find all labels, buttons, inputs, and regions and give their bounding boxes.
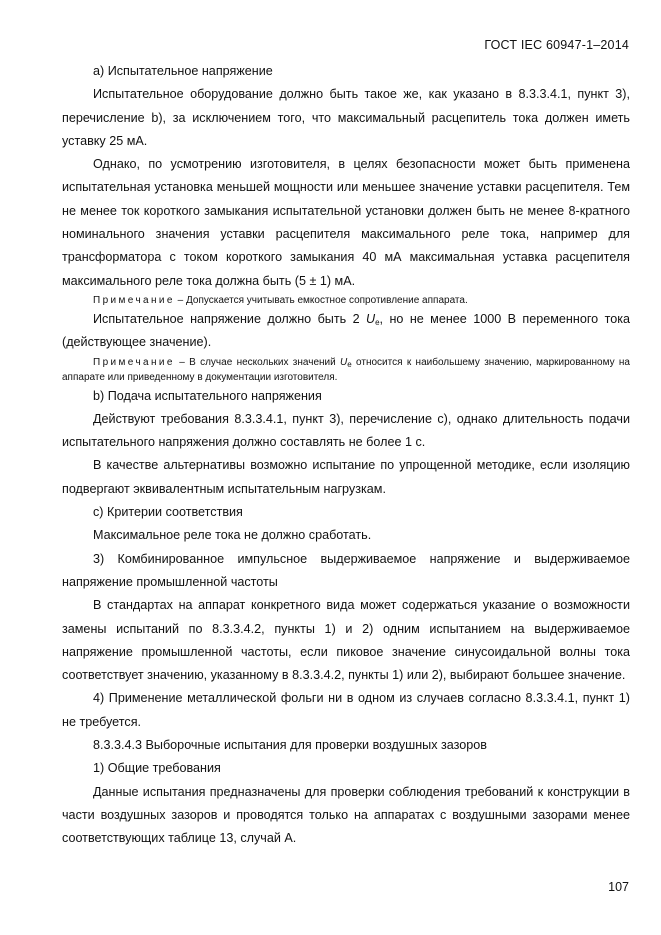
page-number: 107 [608,880,629,894]
note-multiple-values [62,355,630,385]
symbol-subscript: e [347,359,352,369]
paragraph-compliance-criteria-heading: с) Критерии соответствия [93,505,243,520]
paragraph-alternative-test: В качестве альтернативы возможно испытание по упрощенной методике, если изоляцию подвергают эквивалентным испытательным нагрузкам. [62,458,630,496]
symbol-subscript: e [375,317,380,327]
note-label: Примечание [93,294,175,306]
note-label: Примечание [93,356,175,368]
section-heading-8-3-3-4-3: 8.3.3.4.3 Выборочные испытания для проверки воздушных зазоров [93,738,488,753]
text-fragment: , но не менее 1000 В переменного тока (действующее значение). [62,311,630,350]
note-text: – В случае нескольких значений [174,356,341,368]
note-capacitive-resistance [62,293,630,308]
note-text: относится к наибольшему значению, маркированному на аппарате или приведенному в документации изготовителя. [62,356,630,383]
paragraph-relay-no-trip: Максимальное реле тока не должно сработать. [93,528,372,543]
paragraph-test-purpose: Данные испытания предназначены для проверки соблюдения требований к конструкции в части воздушных зазоров и проводятся только на аппаратах с воздушными зазорами менее соответствующих таблице 13, случай А. [62,784,630,846]
symbol-u: U [365,311,376,326]
paragraph-requirements-apply: Действуют требования 8.3.3.4.1, пункт 3), перечисление с), однако длительность подачи испытательного напряжения должно составлять не более 1 с. [62,411,630,450]
paragraph-test-voltage-value [62,308,630,355]
note-text: – Допускается учитывать емкостное сопротивление аппарата. [174,294,468,306]
document-header-code: ГОСТ IEC 60947-1–2014 [484,38,629,52]
paragraph-test-voltage-heading: a) Испытательное напряжение [93,64,273,78]
paragraph-manufacturer-discretion: Однако, по усмотрению изготовителя, в целях безопасности может быть применена испытательная установка меньшей мощности или меньшее значение уставки расцепителя. Тем не менее ток короткого замыкания испытательной установки должен быть не менее 8-кратного номинального значения уставки расцепителя максимального реле тока, например для трансформатора с током короткого замыкания 40 мА максимальная уставка расцепителя максимального реле тока должна быть (5 ± 1) мА. [62,157,630,288]
paragraph-combined-voltage: 3) Комбинированное импульсное выдерживаемое напряжение и выдерживаемое напряжение промышленной частоты [62,551,630,589]
paragraph-standards-replacement: В стандартах на аппарат конкретного вида может содержаться указание о возможности замены испытаний по 8.3.3.4.2, пункты 1) и 2) одним испытанием на выдерживаемое напряжение промышленной частоты, если пиковое значение синусоидальной волны тока соответствует значению, указанному в 8.3.3.4.2, пункты 1) или 2), выбирают большее значение. [62,598,630,683]
paragraph-general-requirements-heading: 1) Общие требования [93,761,221,776]
symbol-u: U [340,356,348,368]
paragraph-metal-foil: 4) Применение металлической фольги ни в одном из случаев согласно 8.3.3.4.1, пункт 1) не требуется. [62,691,630,729]
text-fragment: Испытательное напряжение должно быть 2 [93,311,366,326]
document-body [62,60,630,851]
paragraph-voltage-application-heading: b) Подача испытательного напряжения [93,388,322,403]
paragraph-test-equipment: Испытательное оборудование должно быть такое же, как указано в 8.3.3.4.1, пункт 3), перечисление b), за исключением того, что максимальный расцепитель тока должен иметь уставку 25 мА. [62,87,630,148]
